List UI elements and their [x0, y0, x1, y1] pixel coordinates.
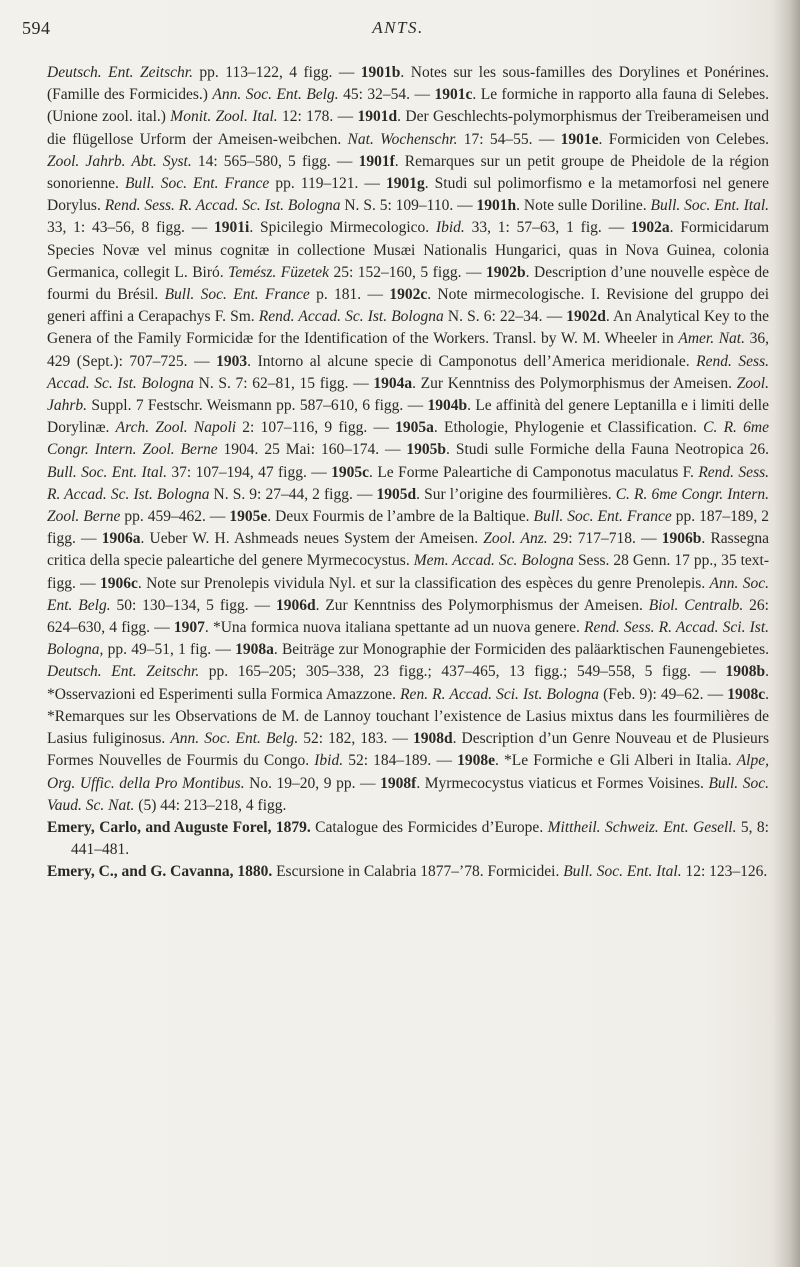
bibliography-text [47, 62, 769, 884]
citation-text: Catalogue des Formicides d’Europe. [310, 818, 548, 836]
citation-text: 14: 565–580, 5 figg. — [191, 152, 359, 170]
citation-year: 1901b [360, 64, 401, 81]
citation-text: . Description d’une nouvelle espèce de fourmi du Brésil. [47, 263, 769, 304]
citation-text: pp. 165–205; 305–338, 23 figg.; 437–465, 13 figg.; 549–558, 5 figg. — [199, 663, 726, 681]
citation-text: 29: 717–718. — [547, 530, 662, 548]
citation-source: Rend. Sess. Accad. Sc. Ist. Bologna [47, 352, 769, 392]
citation-text: N. S. 9: 27–44, 2 figg. — [209, 485, 377, 503]
citation-text: p. 181. — [309, 286, 390, 304]
citation-source: Rend. Sess. R. Accad. Sci. Ist. Bologna, [47, 619, 770, 659]
citation-text: 36, 429 (Sept.): 707–725. — [47, 330, 770, 370]
citation-text: 26: 624–630, 4 figg. — [47, 596, 769, 637]
citation-source: Rend. Sess. R. Accad. Sc. Ist. Bologna [104, 197, 341, 215]
citation-text: 45: 32–54. — [338, 86, 435, 104]
page-header [22, 14, 774, 44]
citation-year: 1906c [100, 574, 138, 592]
citation-year: 1905c [331, 463, 370, 481]
citation-source: Ibid. [435, 219, 465, 237]
author-name: Emery, C., and G. Cavanna, 1880. [47, 863, 273, 881]
citation-text: 52: 182, 183. — [298, 730, 413, 748]
citation-text: . Spicilegio Mirmecologico. [249, 219, 436, 237]
citation-text: . Intorno al alcune specie di Camponotus dell’America meridionale. [247, 352, 697, 370]
citation-source: Deutsch. Ent. Zeitschr. [47, 663, 200, 681]
citation-text: . Notes sur les sous-familles des Dorylines et Ponérines. (Famille des Formicides.) [47, 64, 769, 104]
citation-year: 1905e [229, 508, 268, 526]
citation-text: . Myrmecocystus viaticus et Formes Voisines. [416, 774, 709, 792]
citation-source: Ann. Soc. Ent. Belg. [212, 86, 339, 104]
citation-text: . Note sur Prenolepis vividula Nyl. et sur la classification des espèces du genre Prenolepis. [137, 574, 710, 592]
citation-text: pp. 187–189, 2 figg. — [47, 508, 770, 548]
citation-source: Bull. Soc. Ent. France [124, 175, 270, 193]
citation-year: 1906d [275, 596, 316, 614]
citation-text: 37: 107–194, 47 figg. — [166, 463, 332, 481]
citation-source: Deutsch. Ent. Zeitschr. [47, 64, 193, 81]
citation-text: . Deux Fourmis de l’ambre de la Baltique. [267, 508, 534, 526]
citation-source: Bull. Soc. Ent. Ital. [47, 463, 167, 481]
citation-year: 1906b [661, 530, 702, 548]
citation-year: 1904b [427, 397, 468, 415]
citation-year: 1901i [214, 219, 250, 237]
page-edge-shadow [774, 0, 800, 1267]
citation-year: 1901e [560, 130, 599, 148]
citation-text: . Der Geschlechts-polymorphismus der Treiberameisen und die flügellose Urform der Ameisen-weibchen. [47, 108, 769, 148]
author-name: Emery, Carlo, and Auguste Forel, 1879. [47, 818, 311, 836]
citation-source: Zool. Jahrb. Abt. Syst. [47, 152, 192, 170]
citation-year: 1905b [406, 441, 447, 459]
citation-text: Escursione in Calabria 1877–’78. Formicidei. [272, 863, 564, 881]
citation-year: 1901d [357, 108, 398, 126]
citation-source: Ann. Soc. Ent. Belg. [47, 574, 769, 614]
citation-year: 1902b [486, 263, 526, 281]
citation-text: . Sur l’origine des fourmilières. [416, 485, 616, 503]
citation-text: 25: 152–160, 5 figg. — [328, 263, 487, 281]
running-head: ANTS. [372, 18, 424, 37]
citation-text: . *Osservazioni ed Esperimenti sulla Formica Amazzone. [47, 663, 769, 703]
citation-text: pp. 49–51, 1 fig. — [103, 641, 236, 659]
citation-text: 52: 184–189. — [343, 752, 458, 770]
citation-source: Bull. Soc. Vaud. Sc. Nat. [47, 774, 769, 814]
citation-text: (5) 44: 213–218, 4 figg. [134, 796, 287, 814]
citation-source: Rend. Accad. Sc. Ist. Bologna [258, 308, 444, 326]
page-number: 594 [22, 18, 51, 38]
citation-text: . Le affinità del genere Leptanilla e i limiti delle Dorylinæ. [47, 397, 769, 437]
citation-text: . Remarques sur un petit groupe de Pheidole de la région sonorienne. [47, 152, 770, 193]
citation-text: . Description d’un Genre Nouveau et de Plusieurs Formes Nouvelles de Fourmis du Congo. [47, 730, 769, 770]
citation-text: (Feb. 9): 49–62. — [599, 685, 728, 703]
citation-year: 1908e [457, 752, 495, 770]
citation-year: 1904a [373, 374, 413, 392]
citation-source: Ibid. [314, 752, 344, 770]
citation-text: . Formicidarum Species Novæ vel minus cognitæ in collectione Musæi Nationalis Hungarici, quas in Nova Guinea, colonia Germanica, collegit L. Biró. [47, 219, 770, 281]
citation-text: N. S. 6: 22–34. — [443, 308, 567, 326]
citation-text: 33, 1: 43–56, 8 figg. — [47, 219, 215, 237]
citation-text: N. S. 5: 109–110. — [340, 197, 477, 215]
citation-year: 1908b [725, 663, 766, 681]
citation-text: Sess. 28 Genn. 17 pp., 35 text-figg. — [47, 552, 770, 592]
citation-year: 1901g [385, 175, 425, 193]
bibliography-entry-continued [47, 62, 769, 817]
citation-source: Bull. Soc. Ent. France [164, 286, 310, 304]
bibliography-entry-emery-forel [47, 817, 769, 861]
citation-text: . Ueber W. H. Ashmeads neues System der Ameisen. [140, 530, 484, 548]
citation-year: 1908a [235, 641, 274, 659]
citation-year: 1908d [413, 730, 453, 748]
citation-text: 17: 54–55. — [457, 130, 561, 148]
citation-text: pp. 459–462. — [120, 508, 230, 526]
citation-year: 1901h [476, 197, 517, 215]
citation-source: Rend. Sess. R. Accad. Sc. Ist. Bologna [47, 463, 770, 503]
citation-text: . Le formiche in rapporto alla fauna di Selebes. (Unione zool. ital.) [47, 86, 770, 126]
citation-source: Temész. Füzetek [228, 263, 329, 281]
citation-source: Monit. Zool. Ital. [170, 108, 278, 126]
citation-text: pp. 113–122, 4 figg. — [192, 64, 361, 81]
citation-text: . Studi sulle Formiche della Fauna Neotropica 26. [446, 441, 769, 459]
citation-source: Amer. Nat. [678, 330, 745, 348]
citation-text: . *Le Formiche e Gli Alberi in Italia. [494, 752, 737, 770]
citation-text: . *Una formica nuova italiana spettante ad un nuova genere. [204, 619, 585, 637]
citation-text: N. S. 7: 62–81, 15 figg. — [194, 374, 374, 392]
citation-source: Bull. Soc. Ent. Ital. [650, 197, 769, 215]
citation-source: Biol. Centralb. [648, 596, 744, 614]
citation-text: . Formiciden von Celebes. [598, 130, 769, 148]
citation-year: 1907 [173, 619, 205, 637]
citation-year: 1901f [358, 152, 395, 170]
citation-source: C. R. 6me Congr. Intern. Zool. Berne [47, 485, 770, 526]
citation-source: Ann. Soc. Ent. Belg. [170, 730, 299, 748]
citation-text: . Beiträge zur Monographie der Formiciden des paläarktischen Faunengebietes. [273, 641, 770, 659]
citation-year: 1905a [395, 419, 434, 437]
citation-year: 1902d [566, 308, 606, 326]
citation-text: . Le Forme Paleartiche di Camponotus maculatus F. [369, 463, 699, 481]
citation-text: pp. 119–121. — [269, 175, 386, 193]
citation-source: C. R. 6me Congr. Intern. Zool. Berne [47, 419, 769, 459]
citation-year: 1906a [101, 530, 141, 548]
citation-source: Mem. Accad. Sc. Bologna [413, 552, 574, 570]
citation-text: . *Remarques sur les Observations de M. de Lannoy touchant l’existence de Lasius mixtus dans les fourmilières de Lasius fuliginosus. [47, 685, 769, 748]
citation-year: 1903 [216, 352, 248, 370]
bibliography-entry-emery-cavanna [47, 861, 769, 883]
citation-text: No. 19–20, 9 pp. — [244, 774, 381, 792]
citation-source: Alpe, Org. Uffic. della Pro Montibus. [47, 752, 769, 792]
citation-text: 12: 178. — [277, 108, 358, 126]
citation-year: 1902a [630, 219, 670, 237]
citation-source: Bull. Soc. Ent. Ital. [563, 863, 682, 881]
citation-text: . Zur Kenntniss des Polymorphismus der Ameisen. [315, 596, 649, 614]
citation-source: Nat. Wochenschr. [347, 130, 458, 148]
citation-text: . Ethologie, Phylogenie et Classification. [433, 419, 704, 437]
citation-source: Arch. Zool. Napoli [115, 419, 237, 437]
citation-text: 33, 1: 57–63, 1 fig. — [464, 219, 631, 237]
citation-text: . Zur Kenntniss des Polymorphismus der Ameisen. [412, 374, 737, 392]
citation-text: . Note sulle Doriline. [516, 197, 651, 215]
citation-text: 12: 123–126. [681, 863, 768, 881]
citation-source: Zool. Anz. [483, 530, 548, 548]
citation-text: . An Analytical Key to the Genera of the Family Formicidæ for the Identification of the Workers. Transl. by W. M. Wheeler in [47, 308, 770, 348]
citation-text: Suppl. 7 Festschr. Weismann pp. 587–610, 6 figg. — [87, 397, 428, 415]
citation-text: . Studi sul polimorfismo e la metamorfosi nel genere Dorylus. [47, 175, 769, 215]
citation-text: 50: 130–134, 5 figg. — [110, 596, 276, 614]
citation-source: Bull. Soc. Ent. France [533, 508, 672, 526]
citation-source: Zool. Jahrb. [47, 374, 769, 415]
citation-year: 1908f [380, 774, 417, 792]
citation-year: 1905d [376, 485, 417, 503]
citation-text: 5, 8: 441–481. [71, 818, 769, 859]
citation-source: Ren. R. Accad. Sci. Ist. Bologna [400, 685, 600, 703]
citation-text: . Note mirmecologische. I. Revisione del gruppo dei generi affini a Cerapachys F. Sm. [47, 286, 770, 326]
citation-text: . Rassegna critica della specie paleartiche del genere Myrmecocystus. [47, 530, 769, 570]
citation-year: 1902c [389, 286, 428, 304]
citation-year: 1908c [727, 685, 766, 703]
citation-source: Mittheil. Schweiz. Ent. Gesell. [547, 818, 737, 836]
citation-text: 1904. 25 Mai: 160–174. — [217, 441, 407, 459]
citation-year: 1901c [434, 86, 473, 104]
citation-text: 2: 107–116, 9 figg. — [236, 419, 396, 437]
